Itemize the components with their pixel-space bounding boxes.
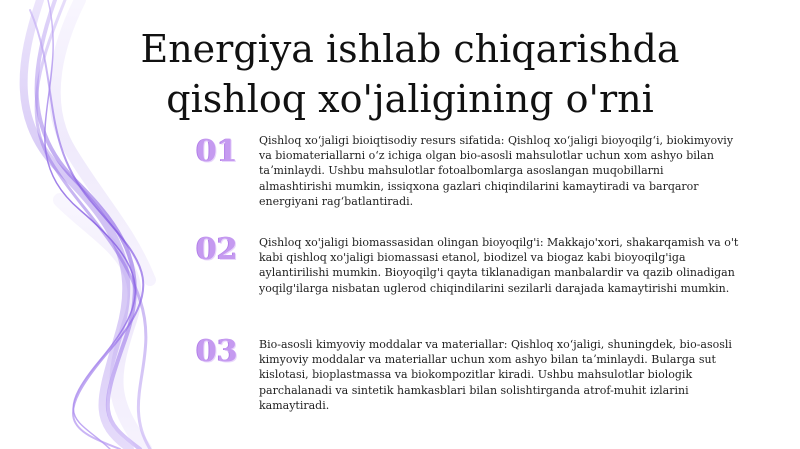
item-text: Qishloq xo'jaligi biomassasidan olingan bioyoqilg'i: Makkajo'xori, shakarqamish va o't kabi qishloq xo'jaligi biomassasi etanol, biodizel va biogaz kabi bioyoqilg'iga aylantirilishi mumkin. Bioyoqilg'i qayta tiklanadigan manbalardir va qazib olinadigan yoqilg'ilarga nisbatan uglerod chiqindilarini sezilarli darajada kamaytirishi mumkin. [259,236,739,295]
title-line-2: qishloq xo'jaligining o'rni [166,77,654,121]
title-line-1: Energiya ishlab chiqarishda [140,27,680,71]
item-number: 02 [196,232,238,267]
item-text: Bio-asosli kimyoviy moddalar va materiallar: Qishloq xoʻjaligi, shuningdek, bio-asosli kimyoviy moddalar va materiallar uchun xom ashyo bilan taʼminlaydi. Bularga sut kislotasi, bioplastmassa va biokompozitlar kiradi. Ushbu mahsulotlar biologik parchalanadi va sintetik hamkasblari bilan solishtirganda atrof-muhit izlarini kamaytiradi. [259,338,732,412]
item-text: Qishloq xoʻjaligi bioiqtisodiy resurs sifatida: Qishloq xoʻjaligi bioyoqilgʻi, biokimyoviy va biomateriallarni oʻz ichiga olgan bio-asosli mahsulotlar uchun xom ashyo bilan taʼminlaydi. Ushbu mahsulotlar fotoalbomlarga asoslangan muqobillarni almashtirishi mumkin, issiqxona gazlari chiqindilarini kamaytiradi va barqaror energiyani ragʻbatlantiradi. [259,134,734,208]
item-number: 03 [196,334,238,369]
item-number: 01 [196,134,238,169]
page-title [60,24,760,124]
